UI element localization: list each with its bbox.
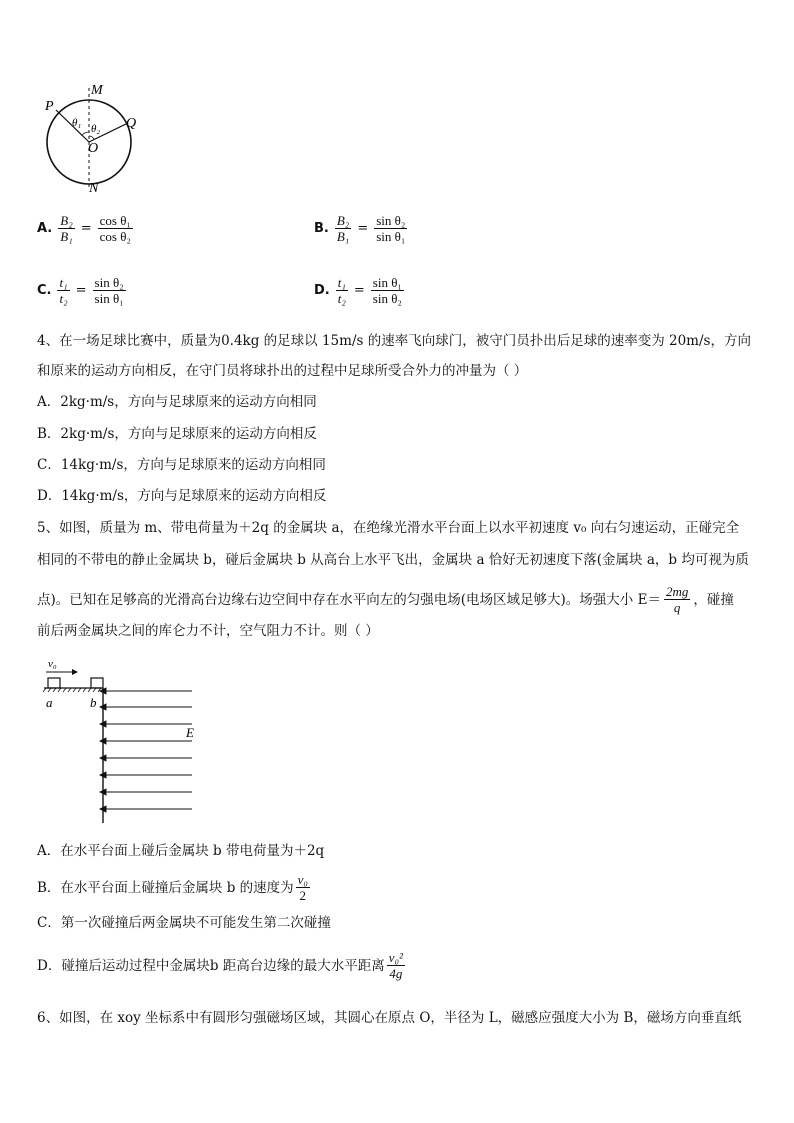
circle-figure bbox=[36, 80, 146, 195]
q3-option-b[interactable]: B. $\frac{\text{B₂}}{\text{B₁}}$ = $\frac{\text{sin θ₂}}{\text{sin θ₁}}$ bbox=[314, 213, 406, 244]
q4-stem-line2: 和原来的运动方向相反，在守门员将球扑出的过程中足球所受合外力的冲量为（ ） bbox=[37, 363, 528, 379]
q4-option-d[interactable]: D．14kg·m/s，方向与足球原来的运动方向相反 bbox=[37, 488, 327, 504]
velocity-fraction: $\frac{\text{v₀}}{2}$ bbox=[297, 872, 308, 903]
label-theta1: θ₁ bbox=[72, 117, 82, 129]
q3-option-a[interactable]: A. $\frac{\text{B₂}}{\text{B₁}}$ = $\frac{\text{cos θ₁}}{\text{cos θ₂}}$ bbox=[37, 213, 131, 244]
q5-option-c[interactable]: C．第一次碰撞后两金属块不可能发生第二次碰撞 bbox=[37, 915, 331, 931]
q5-stem-line3: 点)。已知在足够高的光滑高台边缘右边空间中存在水平向左的匀强电场(电场区域足够大)。场强大小 E＝ $\frac{2mg}{q}$ ，碰撞 bbox=[37, 584, 734, 615]
q6-stem-line1: 6、如图，在 xoy 坐标系中有圆形匀强磁场区域，其圆心在原点 O，半径为 L，磁感应强度大小为 B，磁场方向垂直纸 bbox=[37, 1010, 742, 1026]
q5-stem-line2: 相同的不带电的静止金属块 b，碰后金属块 b 从高台上水平飞出，金属块 a 恰好无初速度下落(金属块 a，b 均可视为质 bbox=[37, 552, 749, 568]
label-P: P bbox=[45, 99, 54, 114]
label-v0: v₀ bbox=[48, 658, 57, 670]
angle-arc-2 bbox=[89, 136, 94, 139]
platform-field-figure bbox=[40, 655, 210, 825]
field-lines bbox=[100, 688, 192, 812]
q5-option-b[interactable]: B．在水平台面上碰撞后金属块 b 的速度为 $\frac{\text{v₀}}{2}$ bbox=[37, 872, 308, 903]
distance-fraction: $\frac{\text{v₀²}}{4g}$ bbox=[388, 950, 403, 981]
label-a: a bbox=[46, 695, 53, 710]
block-a bbox=[48, 678, 60, 688]
q4-option-a[interactable]: A．2kg·m/s，方向与足球原来的运动方向相同 bbox=[37, 394, 317, 410]
label-O: O bbox=[88, 141, 99, 156]
q4-stem-line1: 4、在一场足球比赛中，质量为0.4kg 的足球以 15m/s 的速率飞向球门，被守门员扑出后足球的速率变为 20m/s，方向 bbox=[37, 333, 751, 349]
field-strength-fraction: $\frac{2mg}{q}$ bbox=[665, 584, 689, 615]
angle-arc-1 bbox=[82, 132, 89, 135]
q3-option-d[interactable]: D. $\frac{\text{t₁}}{\text{t₂}}$ = $\frac{\text{sin θ₁}}{\text{sin θ₂}}$ bbox=[314, 275, 402, 306]
label-theta2: θ₂ bbox=[91, 123, 101, 135]
block-b bbox=[91, 678, 103, 688]
q5-stem-line1: 5、如图，质量为 m、带电荷量为＋2q 的金属块 a，在绝缘光滑水平台面上以水平初速度 v₀ 向右匀速运动，正碰完全 bbox=[37, 520, 740, 536]
label-M: M bbox=[91, 83, 103, 98]
label-N: N bbox=[89, 181, 99, 195]
q3-option-c[interactable]: C. $\frac{\text{t₁}}{\text{t₂}}$ = $\frac{\text{sin θ₂}}{\text{sin θ₁}}$ bbox=[37, 275, 124, 306]
q5-option-d[interactable]: D．碰撞后运动过程中金属块b 距高台边缘的最大水平距离 $\frac{\text{v₀²}}{4g}$ bbox=[37, 950, 403, 981]
q4-option-c[interactable]: C．14kg·m/s，方向与足球原来的运动方向相同 bbox=[37, 457, 326, 473]
label-E: E bbox=[186, 725, 194, 740]
q5-option-a[interactable]: A．在水平台面上碰后金属块 b 带电荷量为＋2q bbox=[37, 843, 325, 859]
velocity-arrowhead bbox=[72, 669, 78, 675]
q5-stem-line4: 前后两金属块之间的库仑力不计，空气阻力不计。则（ ） bbox=[37, 623, 379, 639]
label-b: b bbox=[90, 695, 97, 710]
label-Q: Q bbox=[126, 116, 137, 131]
q4-option-b[interactable]: B．2kg·m/s，方向与足球原来的运动方向相反 bbox=[37, 426, 317, 442]
